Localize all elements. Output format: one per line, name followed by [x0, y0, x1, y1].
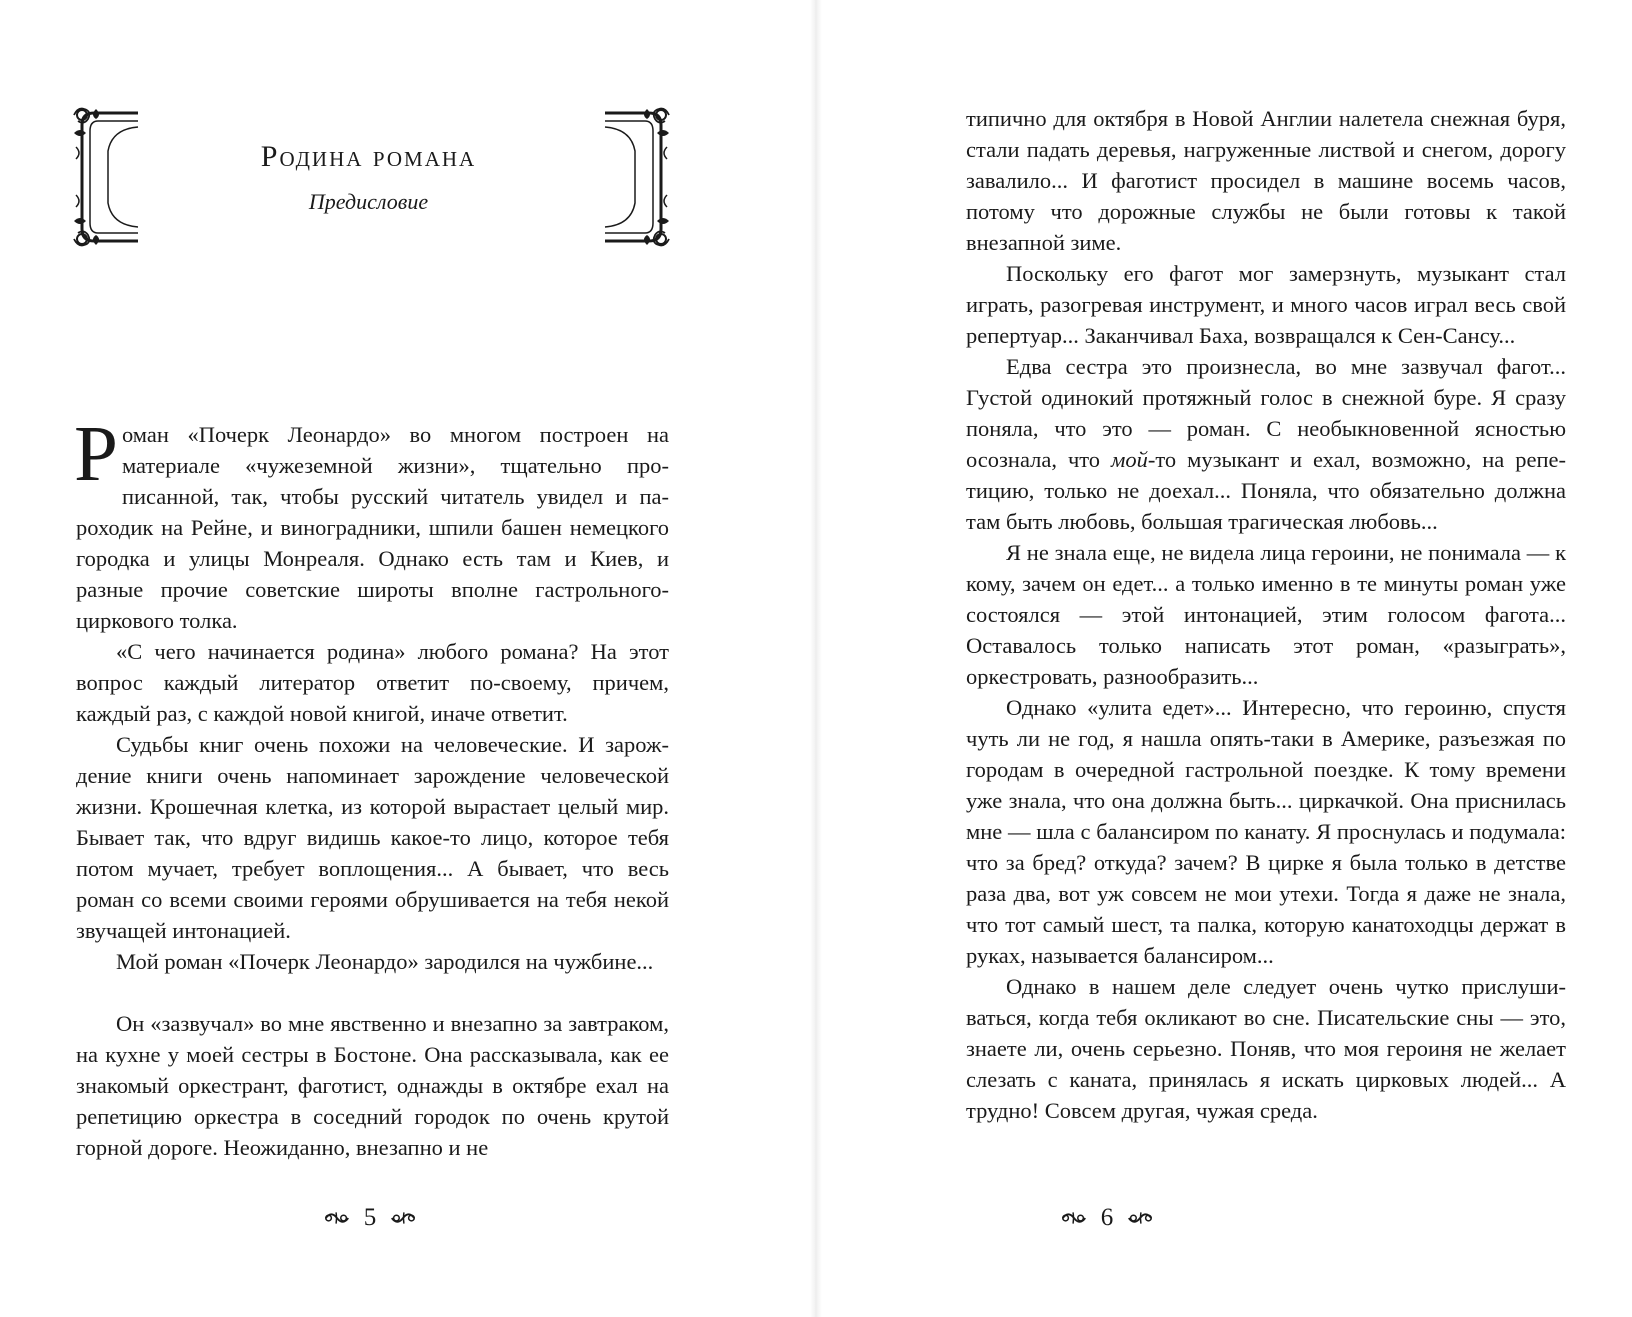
paragraph: Я не знала еще, не видела лица героини, не понимала — к кому, зачем он едет... а только именно в те минуты роман уже состоялся — этой интонацией, этим голосом фагота... Оставалось только написать этот роман, «разыграть», оркестровать, разнообразить...	[966, 540, 1566, 689]
paragraph-text: -то музыкант и ехал, возможно, на репетицию, только не доехал... Поняла, что обязательно должна там быть любовь, большая трагическая любовь...	[966, 447, 1566, 534]
paragraph-text: Едва сестра это произнесла, во мне зазвучал фагот... Густой одинокий протяжный голос в снежной буре. Я сразу поняла, что это — роман. С необыкновенной ясностью осознала, что	[966, 354, 1566, 472]
paragraph	[74, 411, 669, 636]
book-gutter	[810, 0, 822, 1317]
paragraph: Судьбы книг очень похожи на человеческие. И зарождение книги очень напоминает зарождение человеческой жизни. Крошечная клетка, из которой вырастает целый мир. Бывает так, что вдруг видишь какое-то лицо, которое тебя потом мучает, требует воплощения... А бывает, что весь роман со всеми своими героями обрушивается на тебя некой звучащей интонацией.	[76, 732, 669, 943]
paragraph: Однако в нашем деле следует очень чутко прислушиваться, когда тебя окликают во сне. Писательские сны — это, знаете ли, очень серьезно. Поняв, что моя героиня не желает слезать с каната, принялась я искать цирковых людей... А трудно! Совсем другая, чужая среда.	[966, 974, 1566, 1123]
flourish-icon	[322, 1208, 352, 1228]
page-number: 6	[1100, 1204, 1114, 1231]
flourish-icon	[1125, 1208, 1155, 1228]
right-page	[822, 0, 1632, 1317]
paragraph: Однако «улита едет»... Интересно, что героиню, спустя чуть ли не год, я нашла опять-таки в Америке, разъезжая по городам в очередной гастрольной поездке. К тому времени уже знала, что она должна быть... циркачкой. Она приснилась мне — шла с балансиром по канату. Я проснулась и подумала: что за бред? откуда? зачем? В цирке я была только в детстве раза два, вот уж совсем не мои утехи. Тогда я даже не знала, что тот самый шест, та палка, которую канатоходцы держат в руках, называется балансиром...	[966, 695, 1566, 968]
paragraph: Он «зазвучал» во мне явственно и внезапно за завтраком, на кухне у моей сестры в Бостоне. Она рассказывала, как ее знакомый оркестрант, фаготист, однажды в октябре ехал на репетицию оркестра в соседний городок по очень крутой горной дороге. Неожиданно, внезапно и не	[76, 1011, 669, 1160]
ornate-corner-bracket-icon	[72, 107, 146, 247]
paragraph: «С чего начинается родина» любого романа? На этот вопрос каждый литератор ответит по-своему, причем, каждый раз, с каждой новой книгой, иначе ответит.	[76, 639, 669, 726]
chapter-title: Родина романа	[260, 140, 477, 173]
drop-cap: Р	[74, 411, 118, 498]
emphasis-text: мой	[1111, 447, 1148, 472]
left-page-text	[74, 411, 669, 1163]
paragraph: Мой роман «Почерк Леонардо» зародился на чужбине...	[116, 949, 654, 974]
page-number: 5	[363, 1204, 377, 1231]
paragraph-text: оман «Почерк Леонардо» во многом построен на материале «чужеземной жизни», тщательно прописанной, так, чтобы русский читатель увидел и пароходик на Рейне, и виноградники, шпили башен немецкого городка и улицы Монреаля. Однако есть там и Киев, и разные прочие советские широты вполне гастрольного-циркового толка.	[76, 422, 669, 633]
flourish-icon	[1059, 1208, 1089, 1228]
paragraph: Поскольку его фагот мог замерзнуть, музыкант стал играть, разогревая инструмент, и много часов играл весь свой репертуар... Заканчивал Баха, возвращался к Сен-Сансу...	[966, 261, 1566, 348]
right-page-text	[966, 103, 1566, 1126]
flourish-icon	[388, 1208, 418, 1228]
paragraph: типично для октября в Новой Англии налетела снежная буря, стали падать деревья, нагруженные листвой и снегом, дорогу завалило... И фаготист просидел в машине восемь часов, потому что дорожные службы не были готовы к такой внезапной зиме.	[966, 106, 1566, 255]
page-number-footer	[962, 1203, 1252, 1233]
ornate-corner-bracket-icon	[597, 107, 671, 247]
paragraph	[966, 351, 1566, 537]
left-page	[0, 0, 810, 1317]
chapter-subtitle: Предисловие	[308, 189, 429, 214]
page-number-footer	[220, 1203, 520, 1233]
